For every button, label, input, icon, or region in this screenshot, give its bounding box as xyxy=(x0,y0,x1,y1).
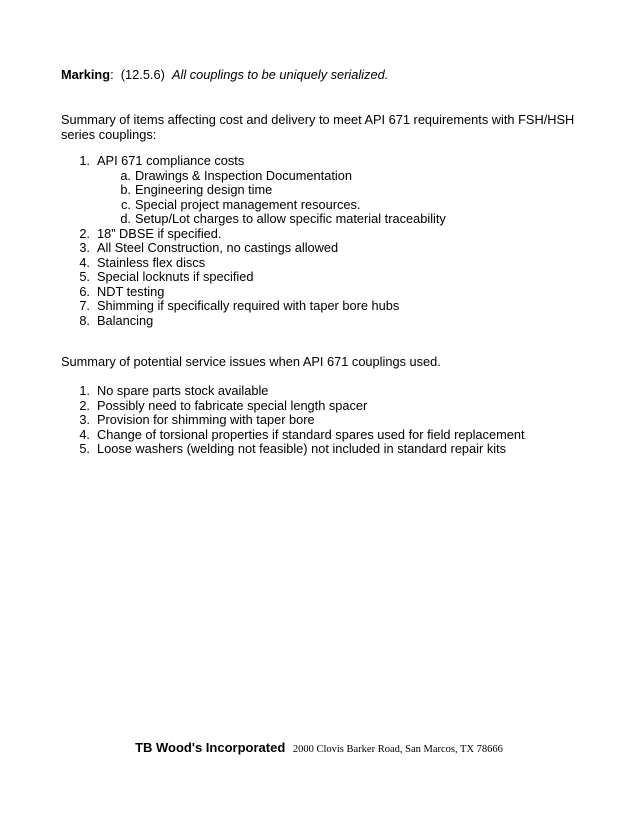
list-item-text: Setup/Lot charges to allow specific material traceability xyxy=(135,211,446,226)
list-item-text: API 671 compliance costs xyxy=(97,153,245,168)
list-item-text: Special project management resources. xyxy=(135,196,361,212)
list-item-text: 18” DBSE if specified. xyxy=(97,225,222,241)
list-item-text: Loose washers (welding not feasible) not included in standard repair kits xyxy=(97,441,507,456)
list-item-number: b. xyxy=(120,182,131,197)
list-item-text: Drawings & Inspection Documentation xyxy=(135,167,352,183)
list-item-number: 5. xyxy=(79,269,90,284)
marking-reference: (12.5.6) xyxy=(120,67,165,82)
list-item-number: 3. xyxy=(79,240,90,255)
cost-summary-intro: Summary of items affecting cost and delivery to meet API 671 requirements with FSH/HSH series couplings: xyxy=(61,112,575,142)
list-item-text: Shimming if specifically required with taper bore hubs xyxy=(97,298,400,313)
list-item-number: 2. xyxy=(79,225,90,241)
marking-note: All couplings to be uniquely serialized. xyxy=(172,67,389,82)
list-item-text: NDT testing xyxy=(97,283,165,299)
list-item-text: All Steel Construction, no castings allowed xyxy=(97,240,339,255)
list-item-text: Possibly need to fabricate special length spacer xyxy=(97,397,368,413)
list-item-text: Stainless flex discs xyxy=(97,254,206,270)
company-address: 2000 Clovis Barker Road, San Marcos, TX 78666 xyxy=(292,744,503,755)
list-item-number: 6. xyxy=(79,283,90,299)
company-name: TB Wood's Incorporated xyxy=(135,740,286,755)
list-item-number: d. xyxy=(120,211,131,226)
list-item-number: 1. xyxy=(79,383,90,398)
list-item-number: 4. xyxy=(79,254,90,270)
list-item-number: 7. xyxy=(79,298,90,313)
list-item-text: No spare parts stock available xyxy=(97,383,269,398)
list-item-text: Provision for shimming with taper bore xyxy=(97,412,315,427)
list-item-number: 5. xyxy=(79,441,90,456)
list-item-number: 1. xyxy=(79,153,90,168)
list-item-text: Balancing xyxy=(97,312,154,328)
service-summary-intro: Summary of potential service issues when API 671 couplings used. xyxy=(61,354,441,369)
list-item-number: 3. xyxy=(79,412,90,427)
list-item-text: Special locknuts if specified xyxy=(97,269,254,284)
list-item-number: 8. xyxy=(79,312,90,328)
list-item-text: Change of torsional properties if standard spares used for field replacement xyxy=(97,426,525,442)
marking-line xyxy=(61,67,388,83)
list-item-number: a. xyxy=(120,167,131,183)
list-item-number: 4. xyxy=(79,426,90,442)
list-item-number: c. xyxy=(121,196,131,212)
marking-label: Marking xyxy=(61,67,111,82)
footer xyxy=(0,740,638,755)
list-item-text: Engineering design time xyxy=(135,182,273,197)
list-item-number: 2. xyxy=(79,397,90,413)
marking-colon: : xyxy=(110,67,114,82)
